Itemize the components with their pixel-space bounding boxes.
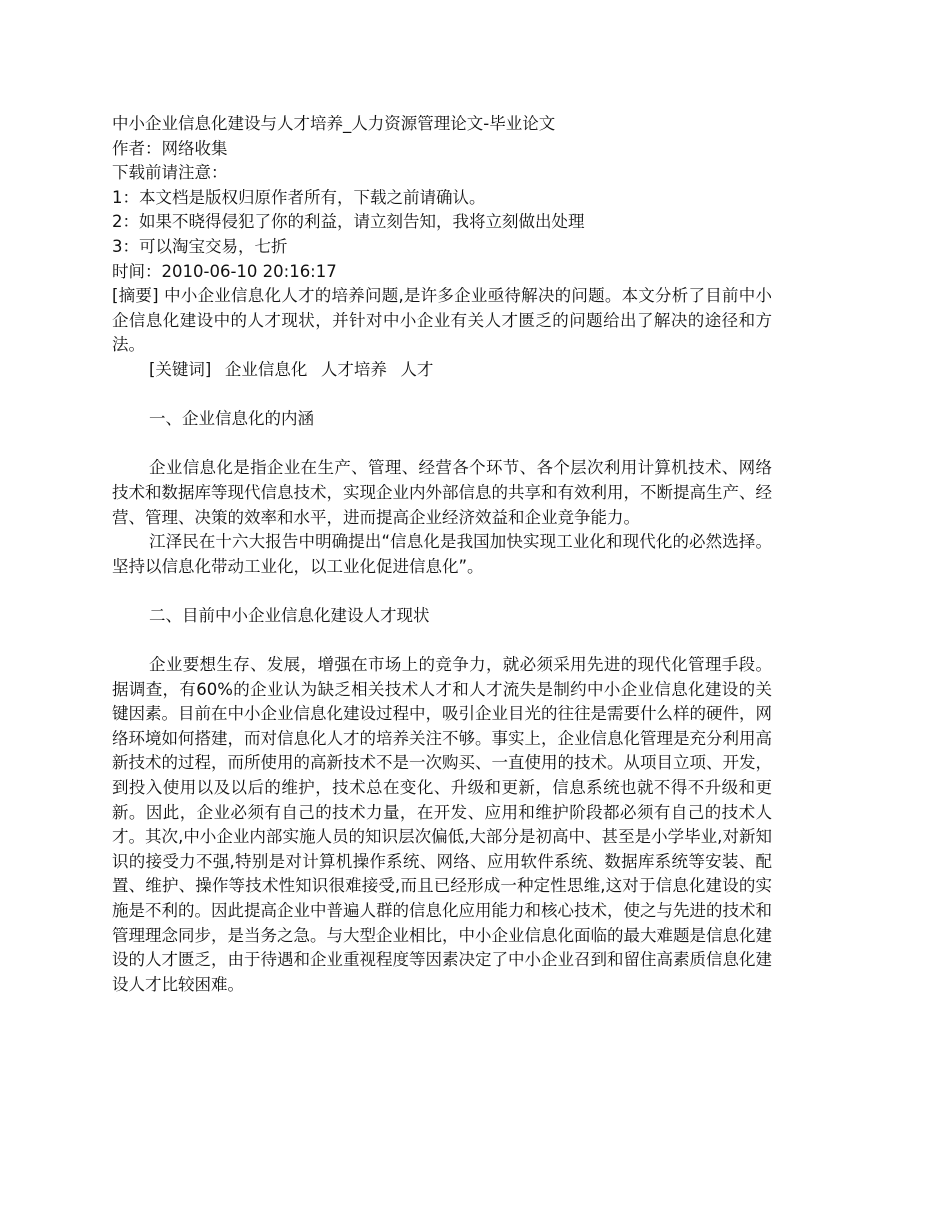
document-title: 中小企业信息化建设与人才培养_人力资源管理论文-毕业论文 xyxy=(112,114,556,133)
spacer xyxy=(112,579,772,604)
section-heading-1: 一、企业信息化的内涵 xyxy=(149,409,314,429)
section-heading-2: 二、目前中小企业信息化建设人才现状 xyxy=(149,605,430,625)
notice-item-2: 2：如果不晓得侵犯了你的利益，请立刻告知，我将立刻做出处理 xyxy=(112,212,585,232)
spacer xyxy=(112,432,772,457)
notice-heading: 下载前请注意： xyxy=(112,163,228,183)
document-page xyxy=(112,112,772,997)
spacer xyxy=(112,628,772,653)
notice-item-3: 3：可以淘宝交易，七折 xyxy=(112,236,288,256)
section1-paragraph-2: 江泽民在十六大报告中明确提出“信息化是我国加快实现工业化和现代化的必然选择。坚持以信息化带动工业化，以工业化促进信息化”。 xyxy=(112,532,772,576)
keywords-line: [关键词] 企业信息化 人才培养 人才 xyxy=(149,359,434,379)
abstract-paragraph: [摘要] 中小企业信息化人才的培养问题,是许多企业亟待解决的问题。本文分析了目前中小企信息化建设中的人才现状，并针对中小企业有关人才匮乏的问题给出了解决的途径和方法。 xyxy=(112,286,772,355)
section2-paragraph-1: 企业要想生存、发展，增强在市场上的竞争力，就必须采用先进的现代化管理手段。据调查，有60%的企业认为缺乏相关技术人才和人才流失是制约中小企业信息化建设的关键因素。目前在中小企业信息化建设过程中，吸引企业目光的往往是需要什么样的硬件，网络环境如何搭建，而对信息化人才的培养关注不够。事实上，企业信息化管理是充分利用高新技术的过程，而所使用的高新技术不是一次购买、一直使用的技术。从项目立项、开发，到投入使用以及以后的维护，技术总在变化、升级和更新，信息系统也就不得不升级和更新。因此，企业必须有自己的技术力量，在开发、应用和维护阶段都必须有自己的技术人才。其次,中小企业内部实施人员的知识层次偏低,大部分是初高中、甚至是小学毕业,对新知识的接受力不强,特别是对计算机操作系统、网络、应用软件系统、数据库系统等安装、配置、维护、操作等技术性知识很难接受,而且已经形成一种定性思维,这对于信息化建设的实施是不利的。因此提高企业中普遍人群的信息化应用能力和核心技术，使之与先进的技术和管理理念同步，是当务之急。与大型企业相比，中小企业信息化面临的最大难题是信息化建设的人才匮乏，由于待遇和企业重视程度等因素决定了中小企业召到和留住高素质信息化建设人才比较困难。 xyxy=(112,655,772,994)
notice-item-1: 1：本文档是版权归原作者所有，下载之前请确认。 xyxy=(112,187,486,207)
section1-paragraph-1: 企业信息化是指企业在生产、管理、经营各个环节、各个层次利用计算机技术、网络技术和数据库等现代信息技术，实现企业内外部信息的共享和有效利用，不断提高生产、经营、管理、决策的效率和水平，进而提高企业经济效益和企业竞争能力。 xyxy=(112,458,772,527)
timestamp-line: 时间：2010-06-10 20:16:17 xyxy=(112,261,337,281)
author-line: 作者：网络收集 xyxy=(112,138,228,158)
spacer xyxy=(112,383,772,408)
